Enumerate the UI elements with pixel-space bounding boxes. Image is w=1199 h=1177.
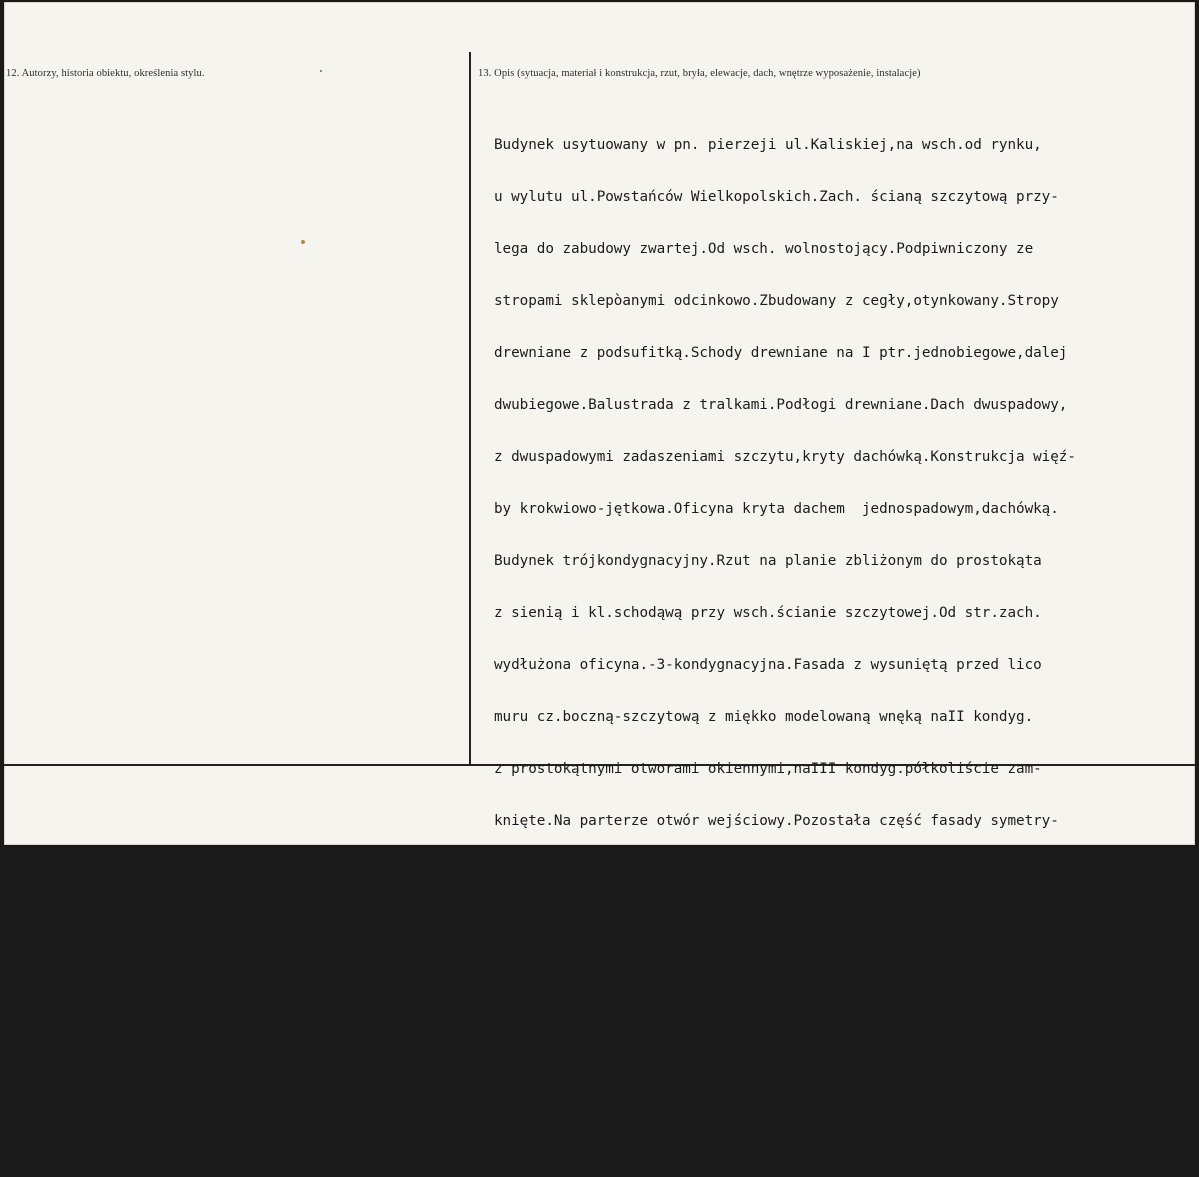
description-line: Budynek trójkondygnacyjny.Rzut na planie zbliżonym do prostokąta (494, 552, 1042, 569)
description-line: muru cz.boczną-szczytową z miękko modelowaną wnęką naII kondyg. (494, 709, 1034, 726)
description-line: u wylutu ul.Powstańców Wielkopolskich.Zach. ścianą szczytową przy- (494, 188, 1059, 205)
description-line: by krokwiowo-jętkowa.Oficyna kryta dachem jednospadowym,dachówką. (494, 500, 1059, 517)
description-line: kiem w zwieńczeniu.Na II kondyg. balkon zdek.kratą.Okna dwuskrzydło- (494, 969, 1076, 986)
column-divider (469, 52, 471, 765)
paper-speck (301, 240, 305, 244)
description-line: z sienią i kl.schodąwą przy wsch.ścianie szczytowej.Od str.zach. (494, 604, 1042, 621)
description-line: chitektonicznych. (494, 1073, 640, 1090)
description-line: tymi na II kondyg. z podłużnym występem na osi gł. z owalnym okien- (494, 917, 1068, 934)
description-line: dwubiegowe.Balustrada z tralkami.Podłogi drewniane.Dach dwuspadowy, (494, 396, 1068, 413)
description-line: Budynek usytuowany w pn. pierzeji ul.Kaliskiej,na wsch.od rynku, (494, 136, 1042, 153)
description-line: Instalacje- wod.-kan.,elektr.,gazowa,piece kaflowe. (494, 1125, 931, 1142)
description-text (494, 102, 1184, 1177)
description-line: knięte.Na parterze otwór wejściowy.Pozostała część fasady symetry- (494, 813, 1059, 830)
description-line: wydłużona oficyna.-3-kondygnacyjna.Fasada z wysuniętą przed lico (494, 657, 1042, 673)
section-13-header: 13. Opis (sytuacja, materiał i konstrukcja, rzut, bryła, elewacje, dach, wnętrze wyposażenie, instalacje) (478, 68, 921, 79)
description-line: z dwuspadowymi zadaszeniami szczytu,kryty dachówką.Konstrukcja więź- (494, 448, 1076, 465)
description-line: stropami sklepòanymi odcinkowo.Zbudowany z cegły,otynkowany.Stropy (494, 292, 1059, 309)
description-line: we,skrzynkowe.Elewacje tylna,szczytowa i oficyny bez podziałów ar- (494, 1021, 1059, 1038)
description-line: czna z prostokątnymi otw.okiennymi na parterze,półkoliście zamknię- (494, 865, 1076, 882)
paper-speck (320, 70, 322, 72)
description-line: z prostokątnymi otworami okiennymi,naIII kondyg.półkoliście zam- (494, 761, 1042, 778)
record-card (4, 2, 1195, 1142)
description-line: drewniane z podsufitką.Schody drewniane na I ptr.jednobiegowe,dalej (494, 344, 1068, 361)
description-line: lega do zabudowy zwartej.Od wsch. wolnostojący.Podpiwniczony ze (494, 240, 1034, 257)
section-12-header: 12. Autorzy, historia obiektu, określenia stylu. (6, 68, 205, 79)
